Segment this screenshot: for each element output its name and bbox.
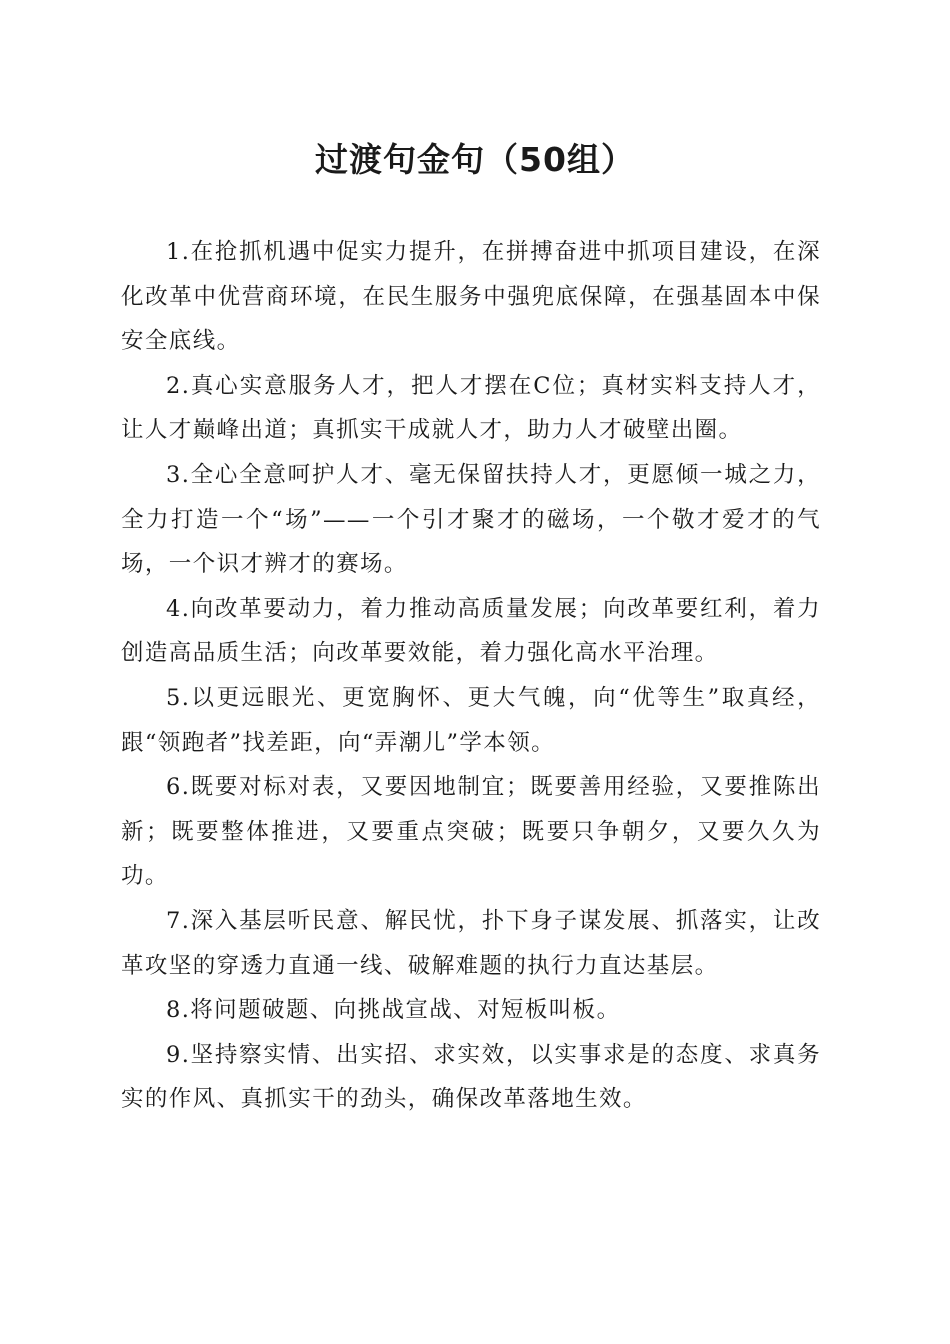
paragraph-5: 5.以更远眼光、更宽胸怀、更大气魄，向“优等生”取真经，跟“领跑者”找差距，向“弄潮儿”学本领。 — [121, 684, 821, 756]
paragraph-3: 3.全心全意呵护人才、毫无保留扶持人才，更愿倾一城之力，全力打造一个“场”——一个引才聚才的磁场，一个敬才爱才的气场，一个识才辨才的赛场。 — [121, 461, 821, 578]
paragraph-4: 4.向改革要动力，着力推动高质量发展；向改革要红利，着力创造高品质生活；向改革要效能，着力强化高水平治理。 — [121, 595, 821, 667]
paragraph-1: 1.在抢抓机遇中促实力提升，在拼搏奋进中抓项目建设，在深化改革中优营商环境，在民生服务中强兜底保障，在强基固本中保安全底线。 — [121, 239, 821, 355]
paragraph-6: 6.既要对标对表，又要因地制宜；既要善用经验，又要推陈出新；既要整体推进，又要重点突破；既要只争朝夕，又要久久为功。 — [121, 774, 821, 890]
document-title: 过渡句金句（50组） — [315, 140, 635, 179]
paragraph-8: 8.将问题破题、向挑战宣战、对短板叫板。 — [166, 997, 621, 1024]
document-body — [121, 230, 821, 1122]
paragraph-7: 7.深入基层听民意、解民忧，扑下身子谋发展、抓落实，让改革攻坚的穿透力直通一线、破解难题的执行力直达基层。 — [121, 907, 821, 979]
paragraph-2: 2.真心实意服务人才，把人才摆在C位；真材实料支持人才，让人才巅峰出道；真抓实干成就人才，助力人才破壁出圈。 — [121, 372, 821, 444]
paragraph-9: 9.坚持察实情、出实招、求实效，以实事求是的态度、求真务实的作风、真抓实干的劲头，确保改革落地生效。 — [121, 1041, 821, 1113]
